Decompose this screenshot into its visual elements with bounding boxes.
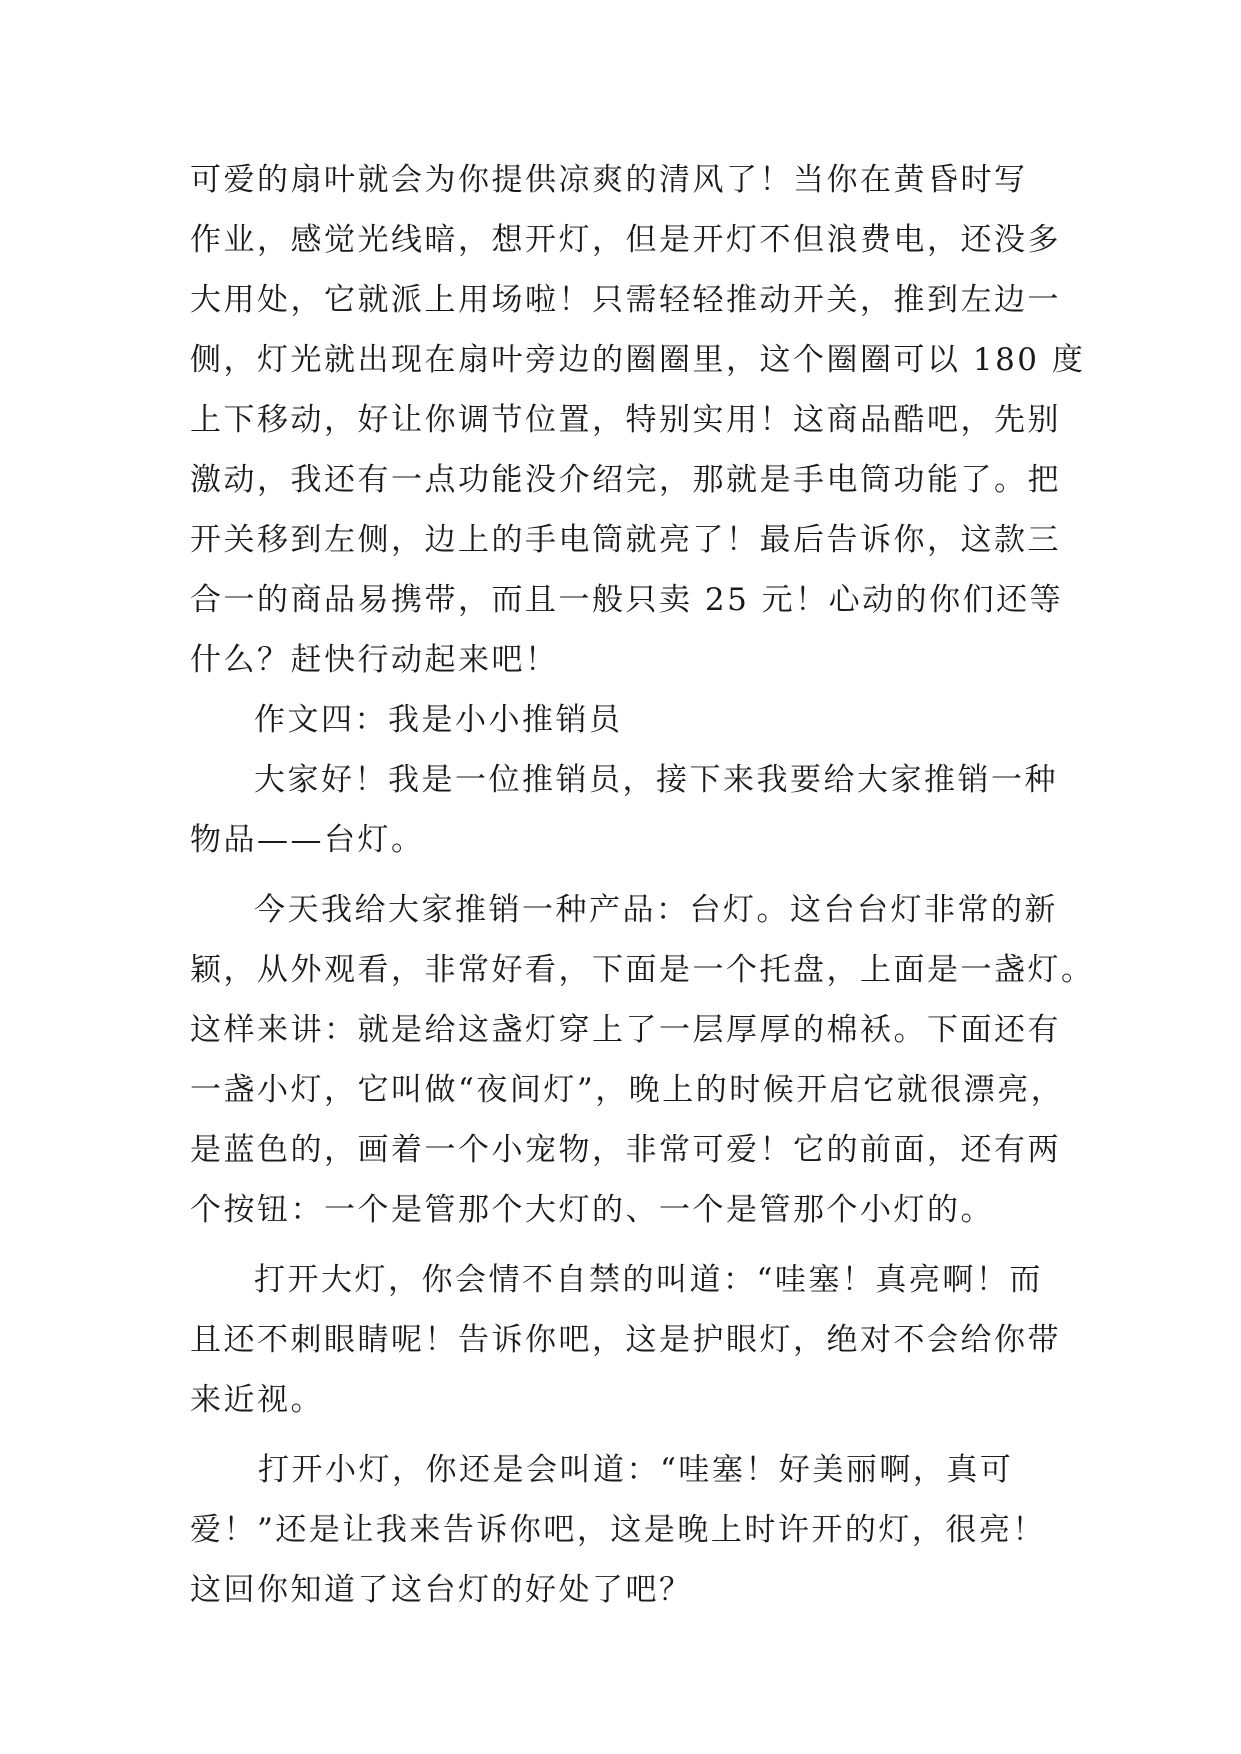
paragraph-start: 大家好！我是一位推销员，接下来我要给大家推销一种: [254, 762, 1058, 798]
text-line: 什么？赶快行动起来吧！: [190, 642, 559, 678]
text-line: 个按钮：一个是管那个大灯的、一个是管那个小灯的。: [190, 1192, 994, 1228]
paragraph-start: 打开小灯，你还是会叫道：“哇塞！好美丽啊，真可: [258, 1452, 1014, 1488]
text-line: 侧，灯光就出现在扇叶旁边的圈圈里，这个圈圈可以 180 度: [190, 342, 1086, 378]
text-line: 激动，我还有一点功能没介绍完，那就是手电筒功能了。把: [190, 462, 1061, 498]
paragraph-gap: [190, 1430, 1070, 1440]
paragraph-start: 打开大灯，你会情不自禁的叫道：“哇塞！真亮啊！而: [254, 1262, 1043, 1298]
essay-heading: 作文四：我是小小推销员: [254, 702, 623, 738]
text-line: 作业，感觉光线暗，想开灯，但是开灯不但浪费电，还没多: [190, 222, 1061, 258]
text-line: 合一的商品易携带，而且一般只卖 25 元！心动的你们还等: [190, 582, 1064, 618]
essay-text: [190, 150, 1095, 1620]
text-line: 可爱的扇叶就会为你提供凉爽的清风了！当你在黄昏时写: [190, 162, 1028, 198]
paragraph-start: 今天我给大家推销一种产品：台灯。这台台灯非常的新: [254, 892, 1058, 928]
text-line: 爱！”还是让我来告诉你吧，这是晚上时许开的灯，很亮！: [190, 1512, 1046, 1548]
text-line: 颖，从外观看，非常好看，下面是一个托盘，上面是一盏灯。: [190, 952, 1095, 988]
text-line: 一盏小灯，它叫做“夜间灯”，晚上的时候开启它就很漂亮，: [190, 1072, 1065, 1108]
text-line: 这回你知道了这台灯的好处了吧？: [190, 1572, 693, 1608]
text-line: 来近视。: [190, 1382, 324, 1418]
text-line: 是蓝色的，画着一个小宠物，非常可爱！它的前面，还有两: [190, 1132, 1061, 1168]
paragraph-gap: [190, 1240, 1070, 1250]
text-line: 开关移到左侧，边上的手电筒就亮了！最后告诉你，这款三: [190, 522, 1061, 558]
text-line: 这样来讲：就是给这盏灯穿上了一层厚厚的棉袄。下面还有: [190, 1012, 1061, 1048]
text-line: 上下移动，好让你调节位置，特别实用！这商品酷吧，先别: [190, 402, 1061, 438]
text-line: 物品——台灯。: [190, 822, 425, 858]
text-line: 大用处，它就派上用场啦！只需轻轻推动开关，推到左边一: [190, 282, 1061, 318]
text-line: 且还不刺眼睛呢！告诉你吧，这是护眼灯，绝对不会给你带: [190, 1322, 1061, 1358]
paragraph-gap: [190, 870, 1070, 880]
